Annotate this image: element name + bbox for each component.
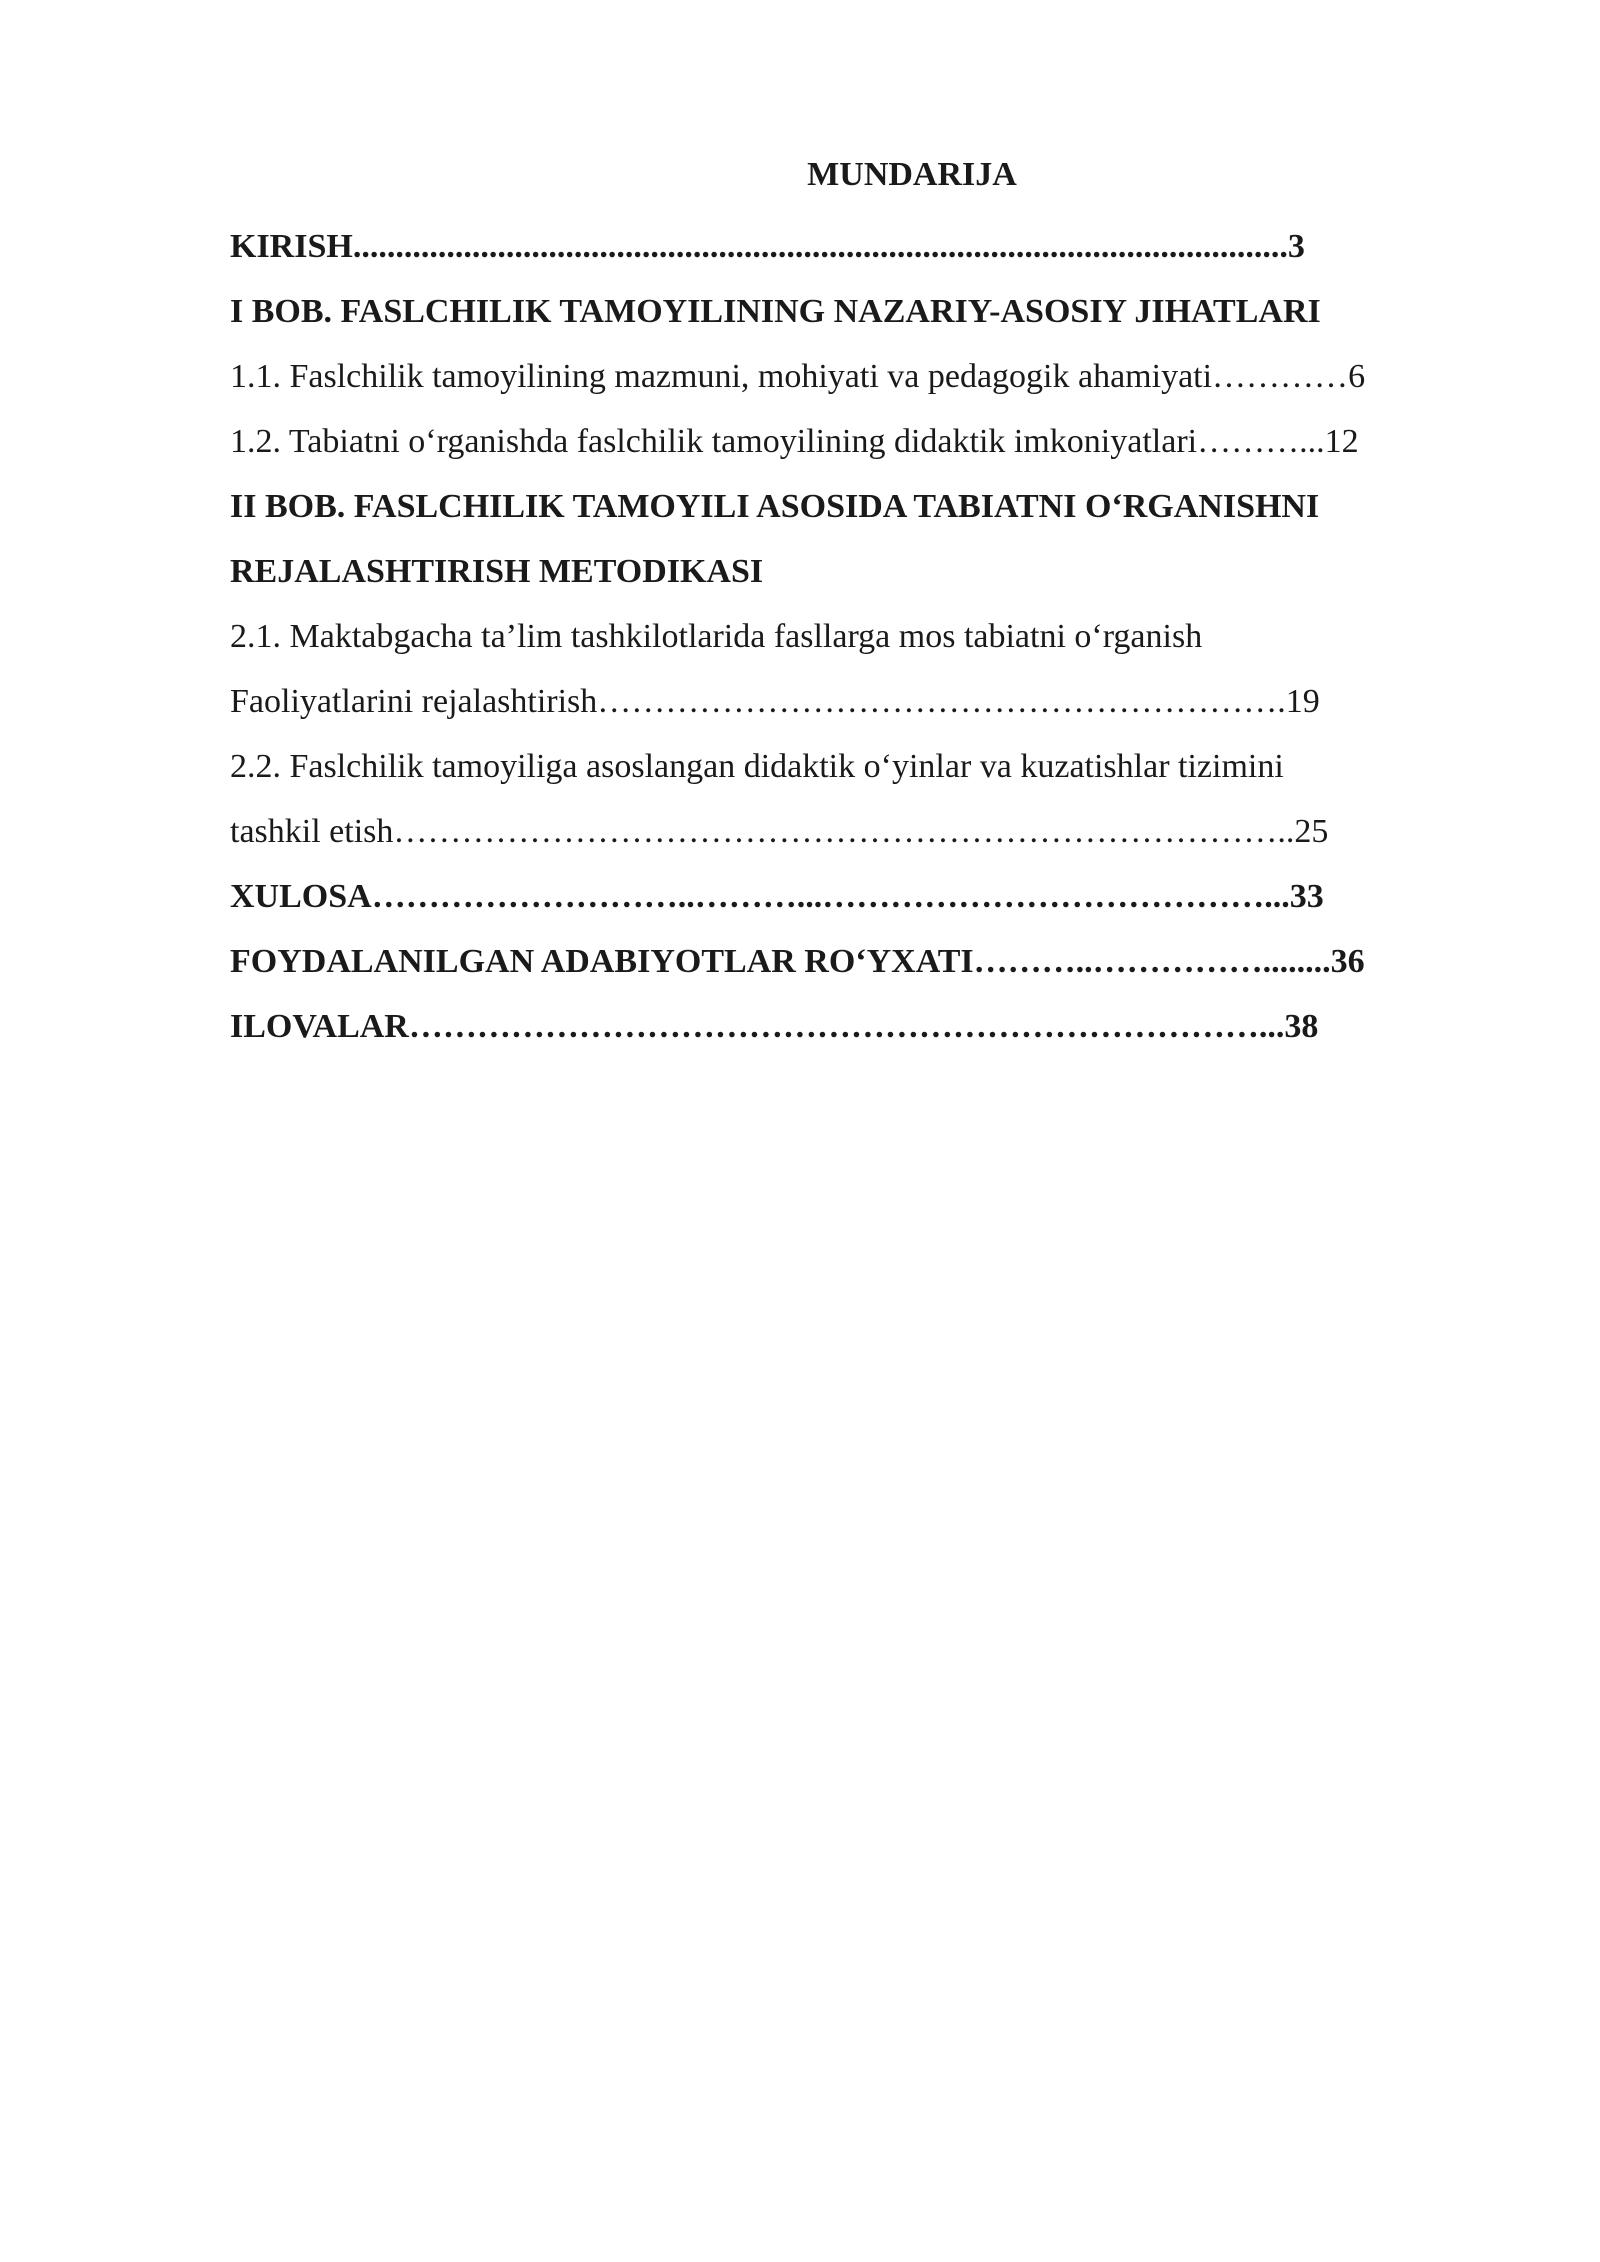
toc-page-number: 3 [1287, 228, 1305, 265]
toc-page-number: 33 [1289, 878, 1324, 915]
toc-entry-section-1-1: 1.1. Faslchilik tamoyilining mazmuni, mohiyati va pedagogik ahamiyati…………6 [230, 358, 1366, 395]
toc-page-number: 36 [1330, 943, 1365, 980]
toc-heading: MUNDARIJA [807, 156, 1017, 193]
toc-entry-section-2-1-line-2: Faoliyatlarini rejalashtirish…………………………………………………….19 [230, 683, 1320, 720]
toc-entry-bibliography: FOYDALANILGAN ADABIYOTLAR RO‘YXATI………..……………........36 [230, 943, 1365, 980]
toc-entry-section-2-2-line-2: tashkil etish……………………………………………………………………..25 [230, 813, 1329, 850]
toc-entry-kirish: KIRISH..............................................................................................................3 [230, 228, 1305, 265]
toc-heading-wrap [0, 150, 1600, 200]
toc-page-number: 12 [1324, 423, 1359, 460]
toc-entry-section-1-2: 1.2. Tabiatni o‘rganishda faslchilik tamoyilining didaktik imkoniyatlari………...12 [230, 423, 1359, 460]
toc-entry-section-2-2-line-1: 2.2. Faslchilik tamoyiliga asoslangan didaktik o‘yinlar va kuzatishlar tizimini [230, 748, 1284, 785]
toc-entry-ilovalar: ILOVALAR…………………………………………………………………...38 [230, 1008, 1319, 1045]
toc-entry-chapter-2-line-2: REJALASHTIRISH METODIKASI [230, 553, 764, 590]
toc-page-number: 38 [1284, 1008, 1319, 1045]
toc-entry-chapter-2-line-1: II BOB. FASLCHILIK TAMOYILI ASOSIDA TABIATNI O‘RGANISHNI [230, 488, 1320, 525]
toc-page-number: 25 [1294, 813, 1329, 850]
toc-page-number: 19 [1285, 683, 1320, 720]
toc-entry-chapter-1: I BOB. FASLCHILIK TAMOYILINING NAZARIY-ASOSIY JIHATLARI [230, 293, 1321, 330]
toc-page-number: 6 [1348, 358, 1366, 395]
toc-entry-section-2-1-line-1: 2.1. Maktabgacha ta’lim tashkilotlarida fasllarga mos tabiatni o‘rganish [230, 618, 1203, 655]
table-of-contents [230, 214, 1500, 1059]
toc-entry-xulosa: XULOSA………………………..………...…………………………………...33 [230, 878, 1324, 915]
